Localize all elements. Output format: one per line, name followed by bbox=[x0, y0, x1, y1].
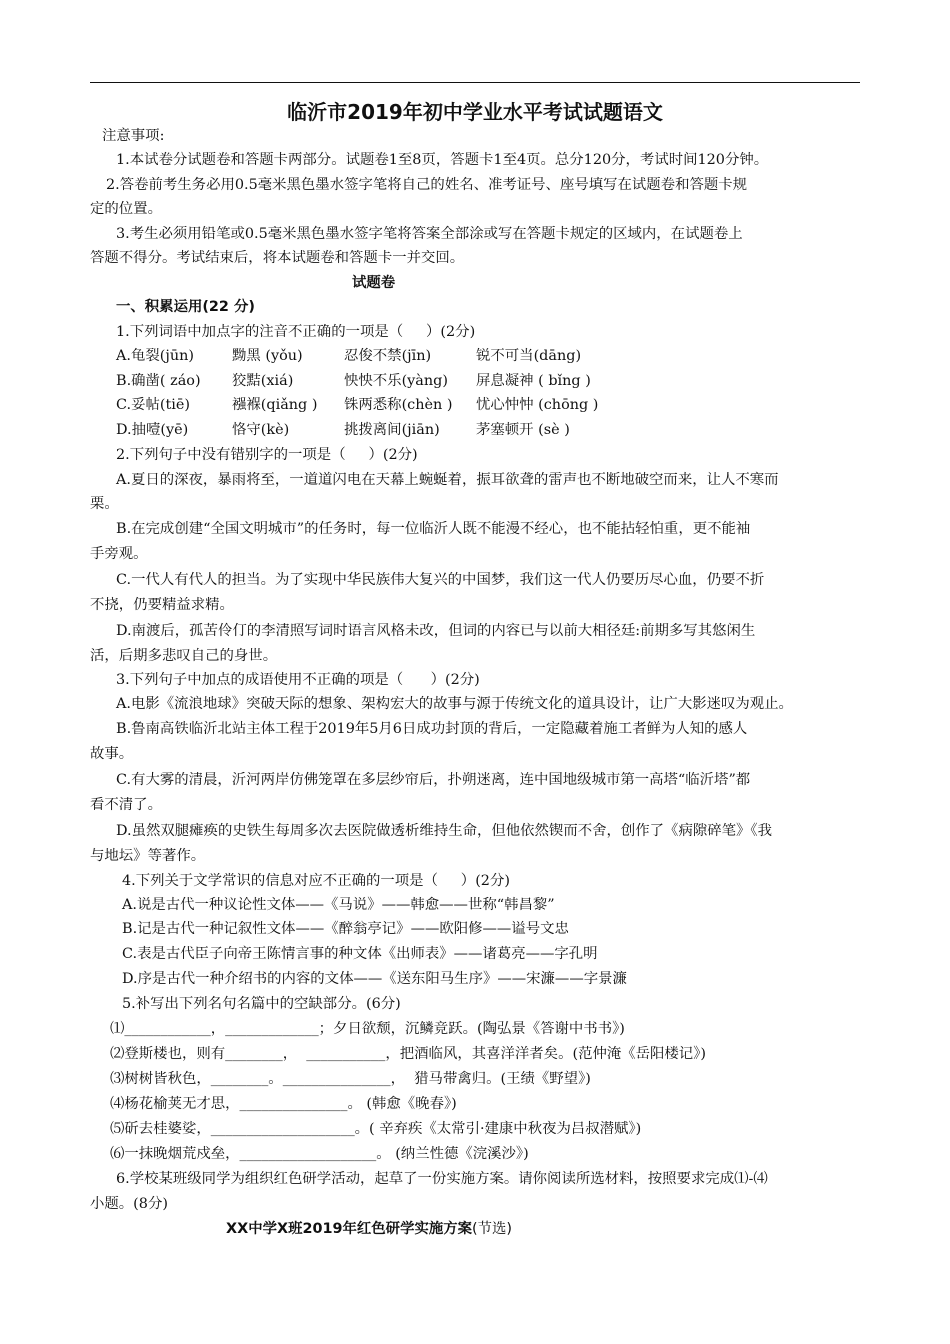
q5-line: ⑵登斯楼也，则有________， ___________，把酒临风，其喜洋洋者矣。(范仲淹《岳阳楼记》) bbox=[110, 1046, 706, 1062]
q4-line: A.说是古代一种议论性文体——《马说》——韩愈——世称“韩昌黎” bbox=[122, 897, 555, 913]
question-4-stem: 4.下列关于文学常识的信息对应不正确的一项是（ ）(2分) bbox=[122, 873, 510, 889]
q2-line: A.夏日的深夜，暴雨将至，一道道闪电在天幕上蜿蜒着，振耳欲聋的雷声也不断地破空而来，让人不寒而 bbox=[116, 472, 779, 488]
q5-line: ⑸斫去桂婆娑，____________________。( 辛弃疾《太常引·建康中秋夜为吕叔潜赋》) bbox=[110, 1121, 642, 1137]
q3-line: D.虽然双腿瘫痪的史铁生每周多次去医院做透析维持生命，但他依然锲而不舍，创作了《病隙碎笔》《我 bbox=[116, 823, 772, 839]
q5-line: ⑷杨花榆荚无才思，_______________。 (韩愈《晚春》) bbox=[110, 1096, 457, 1112]
question-1-stem: 1.下列词语中加点字的注音不正确的一项是（ ）(2分) bbox=[116, 324, 476, 340]
q1-option: 铢两悉称(chèn ) bbox=[344, 397, 453, 413]
q1-option: 茅塞顿开 (sè ) bbox=[476, 422, 570, 438]
q1-option: 屏息凝神 ( bǐng ) bbox=[476, 373, 591, 389]
note-line: 定的位置。 bbox=[90, 201, 162, 217]
q1-option: A.龟裂(jūn) bbox=[116, 348, 194, 364]
note-line: 2.答卷前考生务必用0.5毫米黑色墨水签字笔将自己的姓名、准考证号、座号填写在试题卷和答题卡规 bbox=[106, 177, 748, 193]
question-6-stem-cont: 小题。(8分) bbox=[90, 1196, 168, 1212]
q2-line: D.南渡后，孤苦伶仃的李清照写词时语言风格未改，但词的内容已与以前大相径廷:前期多写其悠闲生 bbox=[116, 623, 756, 639]
section-paper-heading: 试题卷 bbox=[352, 275, 396, 291]
question-5-stem: 5.补写出下列名句名篇中的空缺部分。(6分) bbox=[122, 996, 401, 1012]
note-line: 3.考生必须用铅笔或0.5毫米黑色墨水签字笔将答案全部涂或写在答题卡规定的区域内，在试题卷上 bbox=[116, 226, 743, 242]
q4-line: C.表是古代臣子向帝王陈情言事的种文体《出师表》——诸葛亮——字孔明 bbox=[122, 946, 598, 962]
q1-option: 恪守(kè) bbox=[232, 422, 290, 438]
top-rule bbox=[90, 82, 860, 83]
q1-option: 锐不可当(dāng) bbox=[476, 348, 582, 364]
q1-option: 挑拨离间(jiān) bbox=[344, 422, 440, 438]
q1-option: B.确凿( záo) bbox=[116, 373, 201, 389]
q3-line: B.鲁南高铁临沂北站主体工程于2019年5月6日成功封顶的背后，一定隐藏着施工者鲜为人知的感人 bbox=[116, 721, 748, 737]
q1-option: 忍俊不禁(jīn) bbox=[344, 348, 432, 364]
question-6-stem: 6.学校某班级同学为组织红色研学活动，起草了一份实施方案。请你阅读所选材料，按照要求完成⑴-⑷ bbox=[116, 1171, 768, 1187]
section-one-heading: 一、积累运用(22 分) bbox=[116, 299, 255, 315]
q5-line: ⑶树树皆秋色，________。_______________， 猎马带禽归。(王绩《野望》) bbox=[110, 1071, 591, 1087]
q1-option: C.妥帖(tiē) bbox=[116, 397, 190, 413]
q2-line: 栗。 bbox=[90, 496, 119, 512]
q3-line: 故事。 bbox=[90, 746, 134, 762]
note-line: 答题不得分。考试结束后，将本试题卷和答题卡一并交回。 bbox=[90, 250, 465, 266]
q1-option: 狡黠(xiá) bbox=[232, 373, 294, 389]
q3-line: A.电影《流浪地球》突破天际的想象、架构宏大的故事与源于传统文化的道具设计，让广大影迷叹为观止。 bbox=[116, 696, 793, 712]
q1-option: 襁褓(qiǎng ) bbox=[232, 397, 318, 413]
q2-line: C.一代人有代人的担当。为了实现中华民族伟大复兴的中国梦，我们这一代人仍要历尽心血，仍要不折 bbox=[116, 572, 765, 588]
q1-option: 黝黑 (yǒu) bbox=[232, 348, 303, 364]
q4-line: B.记是古代一种记叙性文体——《醉翁亭记》——欧阳修——谥号文忠 bbox=[122, 921, 569, 937]
q3-line: C.有大雾的清晨，沂河两岸仿佛笼罩在多层纱帘后，扑朔迷离，连中国地级城市第一高塔“临沂塔”都 bbox=[116, 772, 751, 788]
notes-heading: 注意事项: bbox=[102, 128, 165, 144]
q2-line: 不挠，仍要精益求精。 bbox=[90, 597, 234, 613]
note-line: 1.本试卷分试题卷和答题卡两部分。试题卷1至8页，答题卡1至4页。总分120分，考试时间120分钟。 bbox=[116, 152, 769, 168]
q1-option: D.抽噎(yē) bbox=[116, 422, 189, 438]
q4-line: D.序是古代一种介绍书的内容的文体——《送东阳马生序》——宋濂——字景濂 bbox=[122, 971, 627, 987]
q3-line: 看不清了。 bbox=[90, 797, 162, 813]
q2-line: 手旁观。 bbox=[90, 546, 148, 562]
plan-title-main: XX中学X班2019年红色研学实施方案 bbox=[226, 1221, 473, 1237]
q5-line: ⑴____________，_____________；夕日欲颓，沉鳞竞跃。(陶弘景《答谢中书书》) bbox=[110, 1021, 625, 1037]
q2-line: B.在完成创建“全国文明城市”的任务时，每一位临沂人既不能漫不经心，也不能拈轻怕重，更不能袖 bbox=[116, 521, 751, 537]
plan-title bbox=[226, 1219, 512, 1239]
plan-title-suffix: (节选) bbox=[472, 1221, 513, 1237]
question-2-stem: 2.下列句子中没有错别字的一项是（ ）(2分) bbox=[116, 447, 418, 463]
q5-line: ⑹一抹晚烟荒戍垒，___________________。 (纳兰性德《浣溪沙》) bbox=[110, 1146, 529, 1162]
q1-option: 怏怏不乐(yàng) bbox=[344, 373, 448, 389]
page-title: 临沂市2019年初中学业水平考试试题语文 bbox=[287, 100, 663, 124]
q2-line: 活，后期多悲叹自己的身世。 bbox=[90, 648, 278, 664]
q1-option: 忧心忡忡 (chōng ) bbox=[476, 397, 599, 413]
q3-line: 与地坛》等著作。 bbox=[90, 848, 206, 864]
question-3-stem: 3.下列句子中加点的成语使用不正确的项是（ ）(2分) bbox=[116, 672, 480, 688]
